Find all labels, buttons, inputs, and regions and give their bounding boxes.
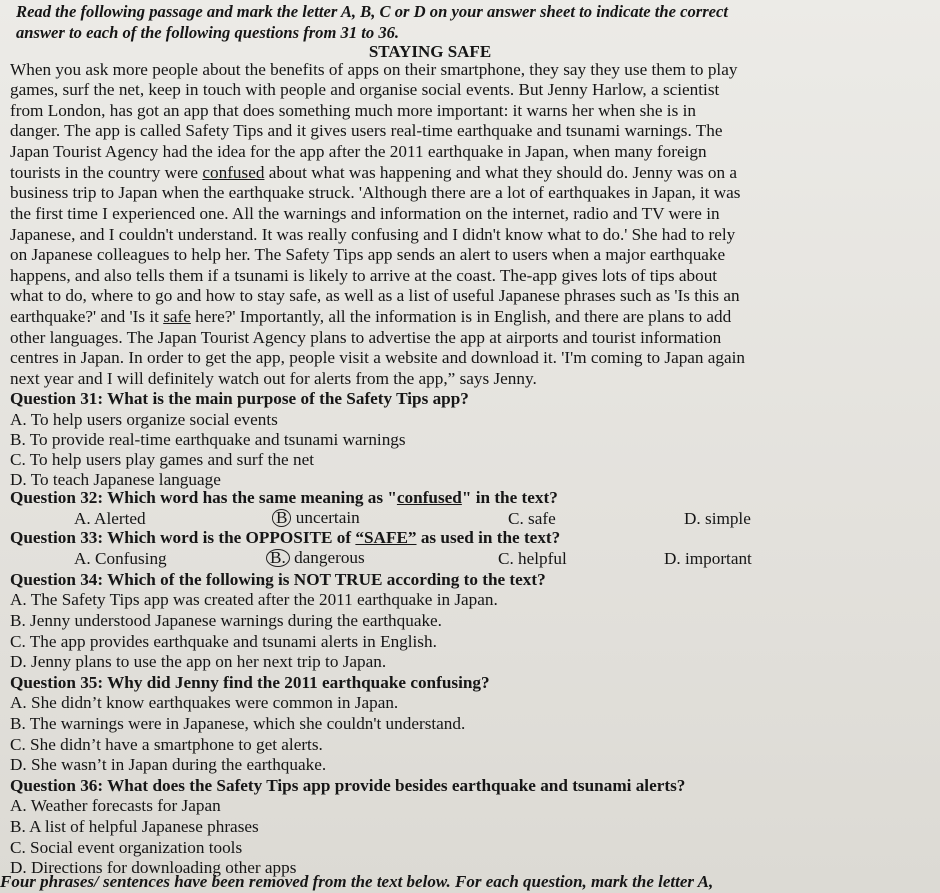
answer-option-selected[interactable]: B. dangerous — [266, 548, 365, 567]
answer-option[interactable]: B. To provide real-time earthquake and tsunami warnings — [10, 430, 406, 449]
next-section-instruction: Four phrases/ sentences have been removed from the text below. For each question, mark the letter A, — [0, 872, 714, 891]
underlined-word-confused: confused — [202, 163, 265, 182]
passage-line: danger. The app is called Safety Tips and it gives users real-time earthquake and tsunami warnings. The — [10, 121, 723, 140]
answer-option[interactable]: C. safe — [508, 509, 556, 528]
passage-line: from London, has got an app that does something much more important: it warns her when she is in — [10, 101, 696, 120]
passage-line: what to do, where to go and how to stay safe, as well as a list of useful Japanese phrases such as 'Is this an — [10, 286, 740, 305]
answer-option[interactable]: D. Directions for downloading other apps — [10, 858, 297, 877]
answer-option[interactable]: C. To help users play games and surf the net — [10, 450, 314, 469]
passage-line: Japan Tourist Agency had the idea for the app after the 2011 earthquake in Japan, when many foreign — [10, 142, 707, 161]
passage-line: tourists in the country were confused about what was happening and what they should do. Jenny was on a — [10, 163, 737, 182]
answer-option[interactable]: D. She wasn’t in Japan during the earthquake. — [10, 755, 327, 774]
answer-option[interactable]: A. To help users organize social events — [10, 410, 278, 429]
answer-option[interactable]: D. To teach Japanese language — [10, 470, 221, 489]
answer-option[interactable]: C. The app provides earthquake and tsunami alerts in English. — [10, 632, 437, 651]
instruction-line-2: answer to each of the following questions from 31 to 36. — [16, 23, 400, 42]
question-34-stem: Question 34: Which of the following is NOT TRUE according to the text? — [10, 570, 546, 589]
passage-line: Japanese, and I couldn't understand. It was really confusing and I didn't know what to do.' She had to rely — [10, 225, 736, 244]
answer-option[interactable]: D. simple — [684, 509, 751, 528]
underlined-word-safe: safe — [163, 307, 191, 326]
passage-line: games, surf the net, keep in touch with people and organise social events. But Jenny Harlow, a scientist — [10, 80, 720, 99]
passage-line: When you ask more people about the benefits of apps on their smartphone, they say they use them to play — [10, 60, 738, 79]
passage-line: earthquake?' and 'Is it safe here?' Importantly, all the information is in English, and there are plans to add — [10, 307, 732, 326]
answer-option[interactable]: B. Jenny understood Japanese warnings during the earthquake. — [10, 611, 442, 630]
selection-circle: B. — [266, 549, 290, 567]
question-32-stem: Question 32: Which word has the same meaning as "confused" in the text? — [10, 488, 558, 507]
question-31-stem: Question 31: What is the main purpose of the Safety Tips app? — [10, 389, 469, 408]
passage-line: on Japanese colleagues to help her. The Safety Tips app sends an alert to users when a major earthquake — [10, 245, 726, 264]
answer-option[interactable]: B. A list of helpful Japanese phrases — [10, 817, 259, 836]
passage-title: STAYING SAFE — [368, 42, 492, 61]
passage-line: other languages. The Japan Tourist Agency plans to advertise the app at airports and tourist information — [10, 328, 722, 347]
question-36-stem: Question 36: What does the Safety Tips app provide besides earthquake and tsunami alerts? — [10, 776, 686, 795]
answer-option[interactable]: A. Weather forecasts for Japan — [10, 796, 221, 815]
answer-option[interactable]: C. helpful — [498, 549, 567, 568]
question-35-stem: Question 35: Why did Jenny find the 2011 earthquake confusing? — [10, 673, 490, 692]
answer-option[interactable]: D. Jenny plans to use the app on her next trip to Japan. — [10, 652, 387, 671]
passage-line: the first time I experienced one. All the warnings and information on the internet, radio and TV were in — [10, 204, 720, 223]
selection-circle: B — [272, 509, 291, 527]
answer-option[interactable]: A. She didn’t know earthquakes were common in Japan. — [10, 693, 399, 712]
passage-line: happens, and also tells them if a tsunami is likely to arrive at the coast. The-app gives lots of tips about — [10, 266, 718, 285]
answer-option[interactable]: C. She didn’t have a smartphone to get alerts. — [10, 735, 323, 754]
answer-option[interactable]: A. Alerted — [74, 509, 146, 528]
passage-line: centres in Japan. In order to get the app, people visit a website and download it. 'I'm coming to Japan again — [10, 348, 746, 367]
answer-option[interactable]: C. Social event organization tools — [10, 838, 243, 857]
passage-line: next year and I will definitely watch out for alerts from the app,” says Jenny. — [10, 369, 537, 388]
answer-option-selected[interactable]: B uncertain — [272, 508, 360, 527]
passage-line: business trip to Japan when the earthquake struck. 'Although there are a lot of earthquakes in Japan, it was — [10, 183, 741, 202]
answer-option[interactable]: B. The warnings were in Japanese, which she couldn't understand. — [10, 714, 466, 733]
instruction-line-1: Read the following passage and mark the letter A, B, C or D on your answer sheet to indicate the correct — [16, 2, 729, 21]
answer-option[interactable]: A. Confusing — [74, 549, 167, 568]
answer-option[interactable]: D. important — [664, 549, 752, 568]
question-33-stem: Question 33: Which word is the OPPOSITE of “SAFE” as used in the text? — [10, 528, 561, 547]
answer-option[interactable]: A. The Safety Tips app was created after the 2011 earthquake in Japan. — [10, 590, 498, 609]
